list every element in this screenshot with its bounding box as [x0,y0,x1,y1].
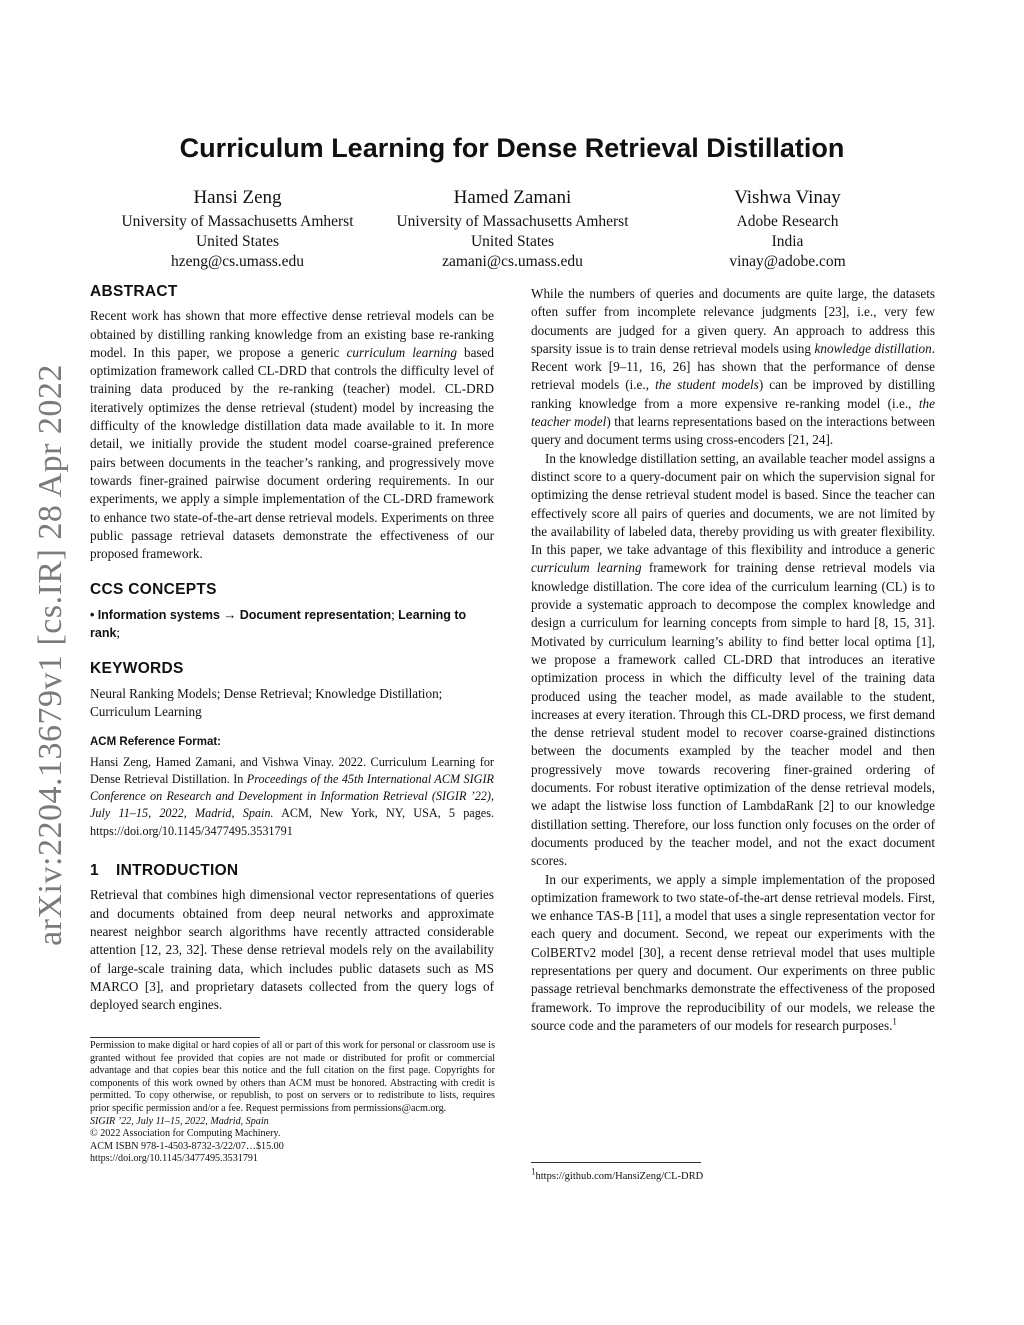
intro-paragraph: Retrieval that combines high dimensional vector representations of queries and documents obtained from deep neural networks and approximate nearest neighbor search algorithms have recently attracted considerable attention [12, 23, 32]. These dense retrieval models rely on the availability of large-scale training data, which includes public datasets such as MS MARCO [3], and proprietary datasets collected from the query logs of deployed search engines. [90,887,494,1013]
abstract-text [90,307,494,563]
url-footnote [531,1166,935,1183]
right-paragraph-1 [531,285,935,450]
text-emphasis: the student models [655,377,759,393]
venue-line: SIGIR ’22, July 11–15, 2022, Madrid, Spain [90,1115,269,1127]
text-part: In our experiments, we apply a simple implementation of the proposed optimization framework to two state-of-the-art dense retrieval models. First, we enhance TAS-B [11], a model that uses a single representation vector for each query and document. Second, we repeat our experiments with the ColBERTv2 model [30], a recent dense retrieval model that uses multiple representations per query and document. Our experiments on three public passage retrieval benchmarks demonstrate the effectiveness of the proposed framework. To improve the reproducibility of our models, we release the source code and the parameters of our models for research purposes. [531,871,935,1033]
ccs-heading: CCS CONCEPTS [90,581,217,599]
copyright-line: © 2022 Association for Computing Machinery. [90,1128,281,1140]
permission-footnote [90,1040,495,1166]
abstract-part: Recent work has shown that more effective dense retrieval models can be obtained by distilling ranking knowledge from an existing base re-ranking model. In this paper, we propose a generic [90,308,494,360]
ccs-concept: Learning to rank [90,607,467,641]
arrow-icon: → [223,606,237,622]
author-1 [100,186,375,272]
text-part: framework for training dense retrieval models via knowledge distillation. The core idea of the curriculum learning (CL) is to provide a systematic approach to decompose the complex knowledge and design a curriculum for learning concepts from simple to hard [8, 15, 31]. Motivated by curriculum learning’s ability to find better local optima [1], we propose a framework called CL-DRD that introduces an iterative optimization process in which the difficulty level of the training data produced using the teacher model, as made available to the student, increases at every iteration. Through this CL-DRD process, we first demand the dense retrieval student model to recover coarse-grained distinctions between the documents exampled by the teacher model and then progressively move towards recovering finer-grained ordering of documents. For robust iterative optimization of the dense retrieval models, we adapt the listwise loss function of LambdaRank [2] to our knowledge distillation setting. Therefore, our loss function only focuses on the order of documents produced by the teacher model, and not the exact document scores. [531,560,936,869]
author-affiliation: Adobe Research [736,213,839,230]
author-affiliation: University of Massachusetts Amherst [396,213,629,230]
keywords-text: Neural Ranking Models; Dense Retrieval; Knowledge Distillation; Curriculum Learning [90,685,443,719]
acm-ref-venue: Proceedings of the 45th International ACM SIGIR Conference on Research and Development in Information Retrieval (SIGIR ’22), July 11–15, 2022, Madrid, Spain. [90,771,494,821]
author-name: Hansi Zeng [193,187,282,208]
ccs-separator: ; [391,606,395,622]
abstract-heading: ABSTRACT [90,283,178,300]
text-part: In the knowledge distillation setting, an available teacher model assigns a distinct score to a query-document pair on which the supervision signal for optimizing the dense retrieval student model is based. Since the teacher can effectively score all pairs of queries and documents, we are not limited by the availability of labeled data, thereby providing us with greater flexibility. In this paper, we take advantage of this flexibility and introduce a generic [531,450,935,558]
paper-title: Curriculum Learning for Dense Retrieval Distillation [179,133,845,163]
author-name: Hamed Zamani [453,187,572,208]
left-column [90,283,494,1014]
footnote-number: 1 [531,1166,536,1177]
permission-text: Permission to make digital or hard copies of all or part of this work for personal or classroom use is granted without fee provided that copies are not made or distributed for profit or commercial advantage and that copies bear this notice and the full citation on the first page. Copyrights for components of this work owned by others than ACM must be honored. Abstracting with credit is permitted. To copy otherwise, or republish, to post on servers or to redistribute to lists, requires prior specific permission and/or a fee. Request permissions from permissions@acm.org. [90,1040,495,1114]
footnote-url[interactable]: https://github.com/HansiZeng/CL-DRD [535,1171,704,1182]
footnote-mark[interactable]: 1 [892,1016,897,1027]
isbn-line: ACM ISBN 978-1-4503-8732-3/22/07…$15.00 [90,1140,284,1152]
text-part: While the numbers of queries and documents are quite large, the datasets often suffer from incomplete relevance judgments [23], i.e., very few documents are judged for a given query. An approach to address this sparsity issue is to train dense retrieval models using [531,286,935,356]
author-country: United States [195,233,280,250]
author-2 [375,186,650,272]
text-part: ) can be improved by distilling ranking knowledge from a more expensive re-ranking model (i.e., [531,377,935,411]
ccs-concept: Information systems [97,607,220,622]
author-country: United States [470,233,555,250]
section-title: INTRODUCTION [116,862,239,880]
right-paragraph-3 [531,871,935,1036]
text-part: ) that learns representations based on the interactions between query and document terms using cross-encoders [21, 24]. [531,414,935,448]
footnote-rule [90,1037,260,1038]
ccs-separator: ; [116,625,121,641]
author-affiliation: University of Massachusetts Amherst [121,213,354,230]
author-email[interactable]: hzeng@cs.umass.edu [170,253,305,270]
abstract-emphasis: curriculum learning [346,344,457,360]
acm-ref-part: Hansi Zeng, Hamed Zamani, and Vishwa Vinay. 2022. Curriculum Learning for Dense Retrieval Distillation. In [90,754,494,786]
author-email[interactable]: vinay@adobe.com [729,253,846,270]
author-country: India [771,233,804,250]
text-part: . Recent work [9–11, 16, 26] has shown that the performance of dense retrieval models (i.e., [531,340,935,393]
section-number: 1 [90,862,99,880]
footnote-rule-right [531,1162,701,1163]
right-paragraph-2 [531,450,935,871]
text-emphasis: the teacher model [531,395,935,430]
abstract-part: based optimization framework called CL-DRD that controls the difficulty level of training data produced by the re-ranking (teacher) model. CL-DRD iteratively optimizes the dense retrieval (student) model by increasing the difficulty of the knowledge distillation data made available to it. In more detail, we initially provide the student model coarse-grained preference pairs between documents in the teacher’s ranking, and progressively move towards finer-grained pairwise document ordering requirements. In our experiments, we apply a simple implementation of the CL-DRD framework to enhance two state-of-the-art dense retrieval models. Experiments on three public passage retrieval datasets demonstrate the effectiveness of our proposed framework. [90,344,495,562]
intro-heading [90,862,494,880]
arxiv-stamp-text: arXiv:2204.13679v1 [cs.IR] 28 Apr 2022 [32,364,70,946]
text-emphasis: curriculum learning [531,560,642,576]
acm-ref-part: ACM, New York, NY, USA, 5 pages. https://doi.org/10.1145/3477495.3531791 [90,806,494,838]
ccs-concept: Document representation [239,607,392,622]
acm-ref-text [90,754,494,840]
doi-line[interactable]: https://doi.org/10.1145/3477495.3531791 [90,1153,258,1165]
author-email[interactable]: zamani@cs.umass.edu [442,253,583,270]
keywords-heading: KEYWORDS [90,660,184,678]
ccs-text [90,606,494,643]
right-column [531,285,935,1035]
arxiv-stamp [22,365,80,945]
ccs-bullet: • [90,607,95,622]
acm-ref-heading: ACM Reference Format: [90,736,221,749]
text-emphasis: knowledge distillation [814,340,932,356]
author-3 [660,186,915,272]
author-name: Vishwa Vinay [734,187,841,208]
